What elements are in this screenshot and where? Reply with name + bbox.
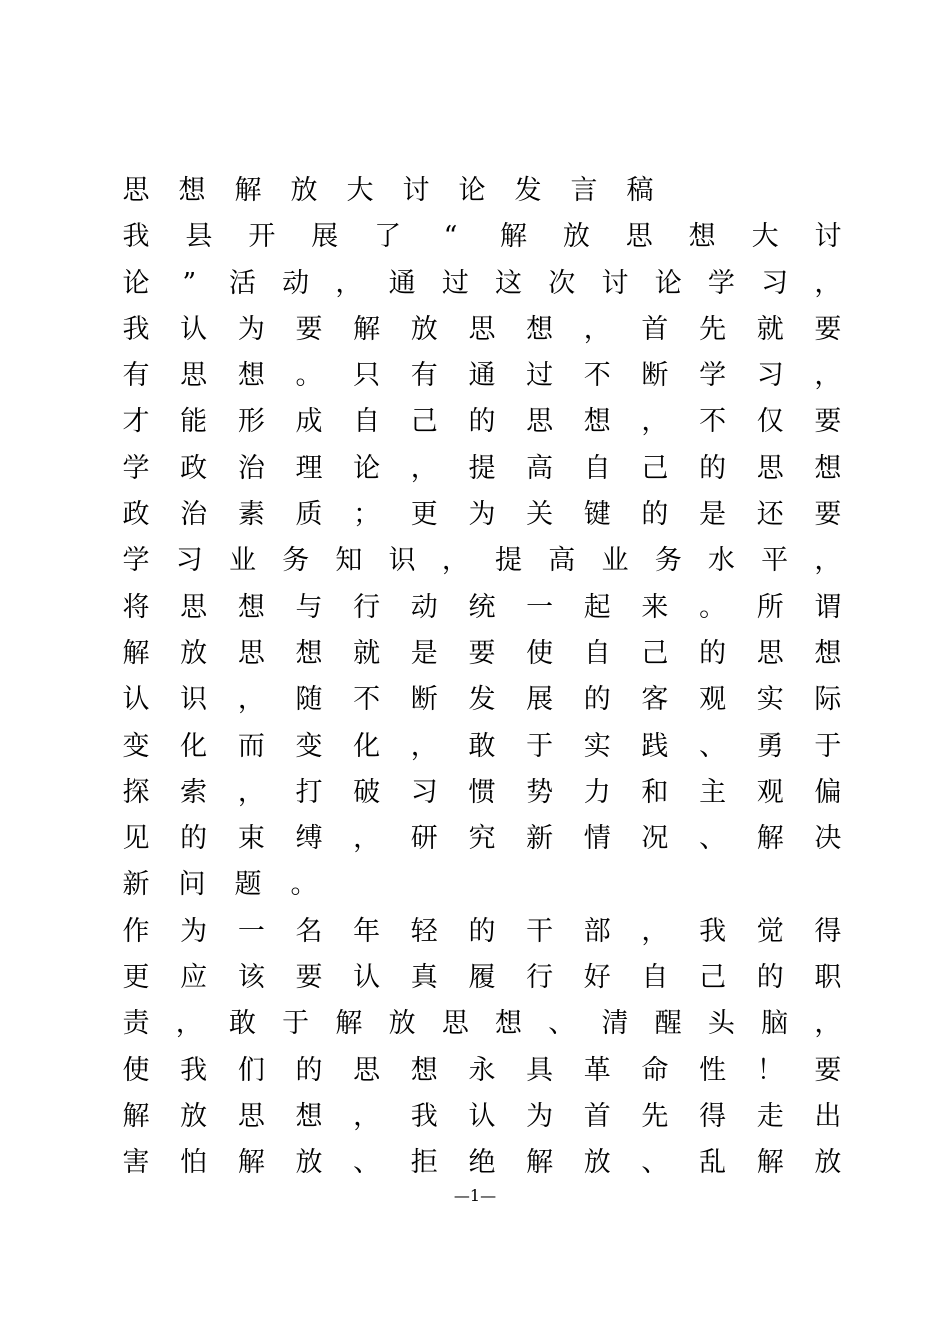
text-line: 见 的 束 缚 ， 研 究 新 情 况 、 解 决 — [122, 823, 842, 855]
text-line: 变 化 而 变 化 ， 敢 于 实 践 、 勇 于 — [122, 730, 842, 762]
text-line: 更 应 该 要 认 真 履 行 好 自 己 的 职 — [122, 962, 842, 994]
text-line: 认 识 ， 随 不 断 发 展 的 客 观 实 际 — [122, 684, 842, 716]
document-body — [122, 168, 842, 1187]
text-line: 解 放 思 想 就 是 要 使 自 己 的 思 想 — [122, 637, 842, 669]
text-line: 我 县 开 展 了 “ 解 放 思 想 大 讨 — [122, 221, 842, 253]
text-line: 我 认 为 要 解 放 思 想 ， 首 先 就 要 — [122, 313, 842, 345]
text-line: 论 ” 活 动 ， 通 过 这 次 讨 论 学 习 ， — [122, 267, 842, 299]
page-number: —1— — [453, 1186, 497, 1205]
text-line: 学 政 治 理 论 ， 提 高 自 己 的 思 想 — [122, 452, 842, 484]
text-line: 作 为 一 名 年 轻 的 干 部 ， 我 觉 得 — [122, 915, 842, 947]
text-line: 探 索 ， 打 破 习 惯 势 力 和 主 观 偏 — [122, 776, 842, 808]
text-line: 害 怕 解 放 、 拒 绝 解 放 、 乱 解 放 — [122, 1147, 842, 1179]
text-line: 有 思 想 。 只 有 通 过 不 断 学 习 ， — [122, 360, 842, 392]
text-line: 政 治 素 质 ； 更 为 关 键 的 是 还 要 — [122, 499, 842, 531]
text-line: 责 ， 敢 于 解 放 思 想 、 清 醒 头 脑 ， — [122, 1008, 842, 1040]
text-line: 才 能 形 成 自 己 的 思 想 ， 不 仅 要 — [122, 406, 842, 438]
text-line: 新 问 题 。 — [122, 869, 318, 901]
text-line: 将 思 想 与 行 动 统 一 起 来 。 所 谓 — [122, 591, 842, 623]
document-title: 思 想 解 放 大 讨 论 发 言 稿 — [122, 175, 654, 206]
text-line: 使 我 们 的 思 想 永 具 革 命 性 ！ 要 — [122, 1054, 842, 1086]
text-line: 学 习 业 务 知 识 ， 提 高 业 务 水 平 ， — [122, 545, 842, 577]
text-line: 解 放 思 想 ， 我 认 为 首 先 得 走 出 — [122, 1100, 842, 1132]
